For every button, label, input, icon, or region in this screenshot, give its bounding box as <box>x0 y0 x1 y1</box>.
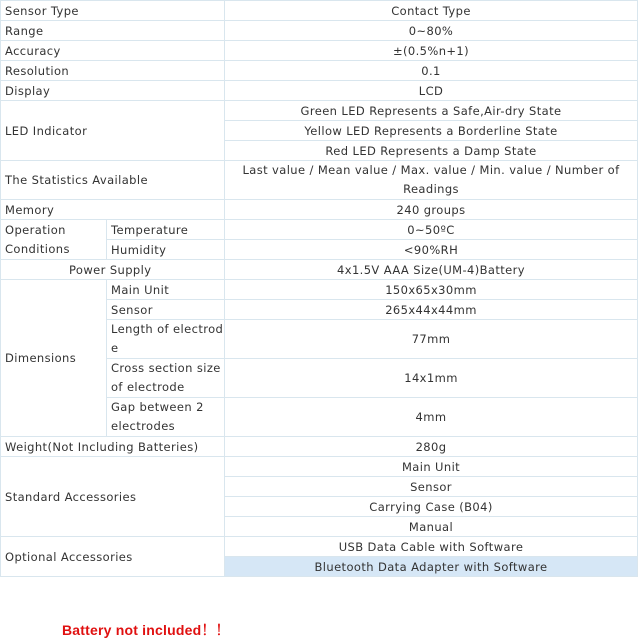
led-yellow-value: Yellow LED Represents a Borderline State <box>225 121 638 141</box>
accuracy-value: ±(0.5%n+1) <box>225 41 638 61</box>
memory-label: Memory <box>1 200 225 220</box>
display-label: Display <box>1 81 225 101</box>
resolution-label: Resolution <box>1 61 225 81</box>
row-sensor-type <box>1 1 638 21</box>
row-range <box>1 21 638 41</box>
row-main-unit <box>1 280 638 300</box>
electrode-gap-label: Gap between 2 electrodes <box>107 398 225 437</box>
optional-item: USB Data Cable with Software <box>225 537 638 557</box>
row-weight <box>1 437 638 457</box>
temperature-value: 0~50ºC <box>225 220 638 240</box>
row-display <box>1 81 638 101</box>
main-unit-label: Main Unit <box>107 280 225 300</box>
temperature-label: Temperature <box>107 220 225 240</box>
electrode-length-value: 77mm <box>225 320 638 359</box>
sensor-dim-value: 265x44x44mm <box>225 300 638 320</box>
cross-section-value: 14x1mm <box>225 359 638 398</box>
standard-item: Main Unit <box>225 457 638 477</box>
accuracy-label: Accuracy <box>1 41 225 61</box>
sensor-type-value: Contact Type <box>225 1 638 21</box>
row-accuracy <box>1 41 638 61</box>
statistics-label: The Statistics Available <box>1 161 225 200</box>
power-supply-label: Power Supply <box>1 260 225 280</box>
standard-accessories-label: Standard Accessories <box>1 457 225 537</box>
main-unit-value: 150x65x30mm <box>225 280 638 300</box>
led-indicator-label: LED Indicator <box>1 101 225 161</box>
range-label: Range <box>1 21 225 41</box>
humidity-value: <90%RH <box>225 240 638 260</box>
memory-value: 240 groups <box>225 200 638 220</box>
standard-item: Sensor <box>225 477 638 497</box>
row-memory <box>1 200 638 220</box>
row-resolution <box>1 61 638 81</box>
display-value: LCD <box>225 81 638 101</box>
standard-item: Carrying Case (B04) <box>225 497 638 517</box>
range-value: 0~80% <box>225 21 638 41</box>
battery-note: Battery not included！！ <box>62 622 230 638</box>
statistics-value: Last value / Mean value / Max. value / Min. value / Number of Readings <box>225 161 638 200</box>
optional-accessories-label: Optional Accessories <box>1 537 225 577</box>
weight-value: 280g <box>225 437 638 457</box>
row-power-supply <box>1 260 638 280</box>
row-optional-1 <box>1 537 638 557</box>
sensor-dim-label: Sensor <box>107 300 225 320</box>
standard-item: Manual <box>225 517 638 537</box>
led-red-value: Red LED Represents a Damp State <box>225 141 638 161</box>
row-standard-1 <box>1 457 638 477</box>
optional-item-highlighted: Bluetooth Data Adapter with Software <box>225 557 638 577</box>
operation-conditions-label: Operation Conditions <box>1 220 107 260</box>
power-supply-value: 4x1.5V AAA Size(UM-4)Battery <box>225 260 638 280</box>
led-green-value: Green LED Represents a Safe,Air-dry State <box>225 101 638 121</box>
row-led-1 <box>1 101 638 121</box>
sensor-type-label: Sensor Type <box>1 1 225 21</box>
cross-section-label: Cross section size of electrode <box>107 359 225 398</box>
humidity-label: Humidity <box>107 240 225 260</box>
row-statistics <box>1 161 638 200</box>
weight-label: Weight(Not Including Batteries) <box>1 437 225 457</box>
electrode-gap-value: 4mm <box>225 398 638 437</box>
dimensions-label: Dimensions <box>1 280 107 437</box>
resolution-value: 0.1 <box>225 61 638 81</box>
row-temperature <box>1 220 638 240</box>
electrode-length-label: Length of electrode <box>107 320 225 359</box>
